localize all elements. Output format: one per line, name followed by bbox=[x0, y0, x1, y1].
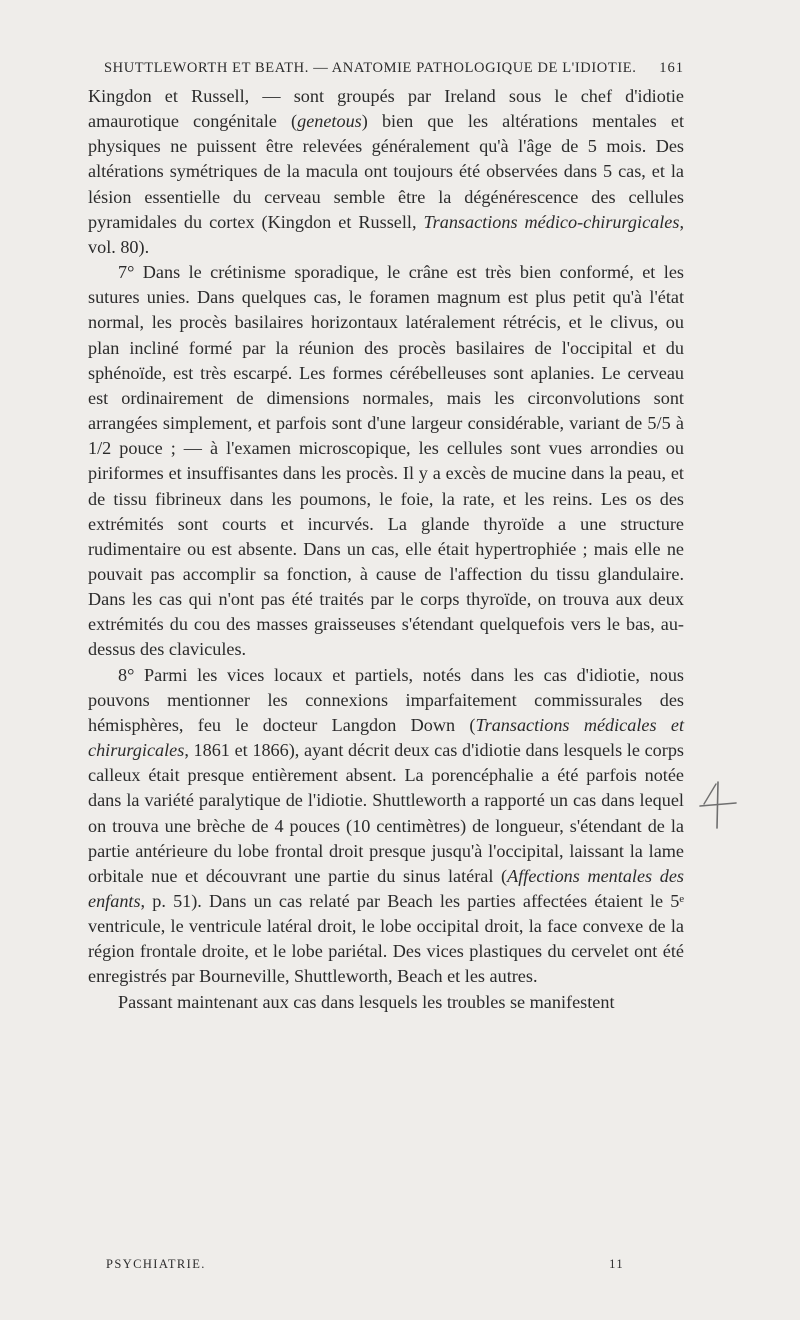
signature-mark: PSYCHIATRIE. bbox=[106, 1257, 206, 1271]
page-number: 161 bbox=[659, 60, 684, 76]
paragraph-4 bbox=[88, 990, 684, 1015]
text-run: Passant maintenant aux cas dans lesquels les troubles se manifestent bbox=[118, 991, 615, 1012]
italic-citation: Affections mentales des enfants bbox=[88, 865, 684, 911]
text-run: 8° Parmi les vices locaux et partiels, notés dans les cas d'idiotie, nous pouvons mentionner les connexions imparfaitement commissurales des hémisphères, feu le docteur Langdon Down ( bbox=[88, 664, 684, 735]
text-run: Kingdon et Russell, — sont groupés par Ireland sous le chef d'idiotie amaurotique congénitale ( bbox=[88, 86, 684, 132]
text-run: ) bien que les altérations mentales et physiques ne puissent être relevées généralement qu'à l'âge de 5 mois. Des altérations symétriques de la macula ont toujours été observées dans 5 cas, et la lésion essentielle du cerveau semble être la dégénérescence des cellules pyramidales du cortex (Kingdon et Russell, bbox=[88, 111, 684, 232]
paragraph-1 bbox=[88, 84, 684, 260]
italic-citation: Transactions médico-chirurgicales bbox=[423, 211, 680, 232]
handwritten-plus-mark-icon bbox=[696, 780, 740, 830]
running-header bbox=[104, 60, 684, 77]
italic-citation: Transactions médicales et chirurgicales bbox=[88, 714, 685, 761]
running-title: SHUTTLEWORTH ET BEATH. — ANATOMIE PATHOLOGIQUE DE L'IDIOTIE. bbox=[104, 60, 637, 76]
sheet-number: 11 bbox=[609, 1257, 624, 1271]
body-text bbox=[88, 84, 684, 1015]
paragraph-3 bbox=[88, 663, 684, 990]
text-run: 7° Dans le crétinisme sporadique, le crâne est très bien conformé, et les sutures unies. Dans quelques cas, le foramen magnum est plus petit qu'à l'état normal, les procès basilaires horizontaux latéralement rétrécis, et le clivus, ou plan incliné formé par la réunion des procès basilaires de l'occipital et du sphénoïde, est très escarpé. Les formes cérébelleuses sont aplanies. Le cerveau est ordinairement de dimensions normales, mais les circonvolutions sont arrangées simplement, et parfois sont d'une largeur considérable, variant de 5/5 à 1/2 pouce ; — à l'examen microscopique, les cellules sont vues arrondies ou piriformes et insuffisantes dans les procès. Il y a excès de mucine dans la peau, et de tissu fibrineux dans les poumons, le foie, la rate, et les reins. Les os des extrémités sont courts et incurvés. La glande thyroïde a une structure rudimentaire ou est absente. Dans un cas, elle était hypertrophiée ; mais elle ne pouvait pas accomplir sa fonction, à cause de l'affection du tissu glandulaire. Dans les cas qui n'ont pas été traités par le corps thyroïde, on trouva aux deux extrémités du cou des masses graisseuses s'étendant quelquefois vers le bas, au-dessus des clavicules. bbox=[88, 262, 684, 660]
paragraph-2 bbox=[88, 260, 684, 663]
text-run: , vol. 80). bbox=[88, 211, 684, 257]
text-run: , 1861 et 1866), ayant décrit deux cas d'idiotie dans lesquels le corps calleux était presque entièrement absent. La porencéphalie a été parfois notée dans la variété paralytique de l'idiotie. Shuttleworth a rapporté un cas dans lequel on trouva une brèche de 4 pouces (10 centimètres) de longueur, s'étendant de la partie antérieure du lobe frontal droit presque jusqu'à l'occipital, laissant la lame orbitale nue et découvrant une partie du sinus latéral ( bbox=[88, 740, 684, 886]
text-run: , p. 51). Dans un cas relaté par Beach les parties affectées étaient le 5ᵉ ventricule, le ventricule latéral droit, le lobe occipital droit, la face convexe de la région frontale droite, et le lobe pariétal. Des vices plastiques du cervelet ont été enregistrés par Bourneville, Shuttleworth, Beach et les autres. bbox=[88, 891, 684, 987]
italic-term: genetous bbox=[297, 111, 362, 132]
page-footer bbox=[106, 1257, 624, 1272]
